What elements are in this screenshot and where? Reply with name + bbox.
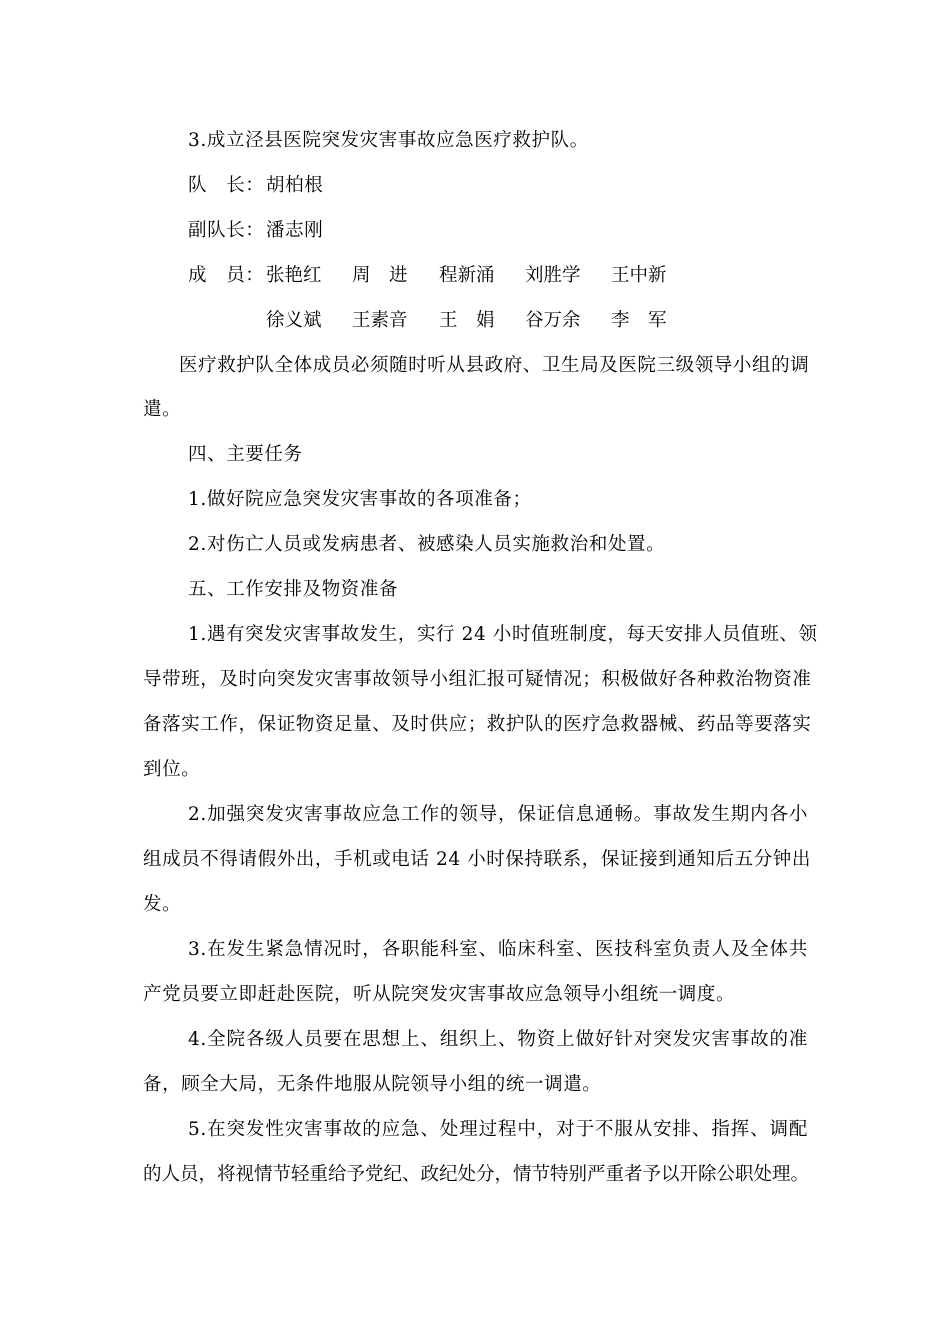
section5-item-3-line: 3.在发生紧急情况时，各职能科室、临床科室、医技科室负责人及全体共 [188,939,808,960]
section5-item-5-line: 的人员，将视情节轻重给予党纪、政纪处分，情节特别严重者予以开除公职处理。 [143,1164,810,1185]
member-name: 周 进 [352,265,408,286]
section4-item-2: 2.对伤亡人员或发病患者、被感染人员实施救治和处置。 [188,534,666,555]
section5-item-1-line: 1.遇有突发灾害事故发生，实行 24 小时值班制度，每天安排人员值班、领 [188,624,818,645]
section5-item-5-line: 5.在突发性灾害事故的应急、处理过程中，对于不服从安排、指挥、调配 [188,1119,808,1140]
section5-item-1-line: 导带班，及时向突发灾害事故领导小组汇报可疑情况；积极做好各种救治物资准 [143,669,812,690]
member-name: 王中新 [611,265,667,286]
section5-item-2-line: 组成员不得请假外出，手机或电话 24 小时保持联系，保证接到通知后五分钟出 [143,849,812,870]
section5-heading: 五、工作安排及物资准备 [188,579,399,600]
section5-item-1-line: 到位。 [143,759,201,780]
captain-label: 队 长： [188,175,265,196]
member-name: 徐义斌 [266,310,322,331]
team-note-line: 医疗救护队全体成员必须随时听从县政府、卫生局及医院三级领导小组的调 [179,355,810,376]
member-name: 程新涌 [439,265,495,286]
member-name: 王素音 [352,310,408,331]
member-name: 刘胜学 [525,265,581,286]
section5-item-3-line: 产党员要立即赶赴医院，听从院突发灾害事故应急领导小组统一调度。 [143,984,736,1005]
section4-heading: 四、主要任务 [188,444,303,465]
vice-captain-name: 潘志刚 [266,220,324,241]
member-name: 张艳红 [266,265,322,286]
section5-item-2-line: 2.加强突发灾害事故应急工作的领导，保证信息通畅。事故发生期内各小 [188,804,808,825]
section5-item-4-line: 4.全院各级人员要在思想上、组织上、物资上做好针对突发灾害事故的准 [188,1029,808,1050]
team-note-line: 遣。 [143,399,182,420]
section5-item-2-line: 发。 [143,894,182,915]
captain-name: 胡柏根 [266,175,324,196]
member-name: 王 娟 [439,310,495,331]
section5-item-1-line: 备落实工作，保证物资足量、及时供应；救护队的医疗急救器械、药品等要落实 [143,714,812,735]
vice-captain-label: 副队长： [188,220,265,241]
members-label: 成 员： [188,265,265,286]
member-name: 谷万余 [525,310,581,331]
section4-item-1: 1.做好院应急突发灾害事故的各项准备； [188,489,532,510]
member-name: 李 军 [611,310,667,331]
section5-item-4-line: 备，顾全大局，无条件地服从院领导小组的统一调遣。 [143,1074,602,1095]
section3-heading: 3.成立泾县医院突发灾害事故应急医疗救护队。 [188,130,589,151]
